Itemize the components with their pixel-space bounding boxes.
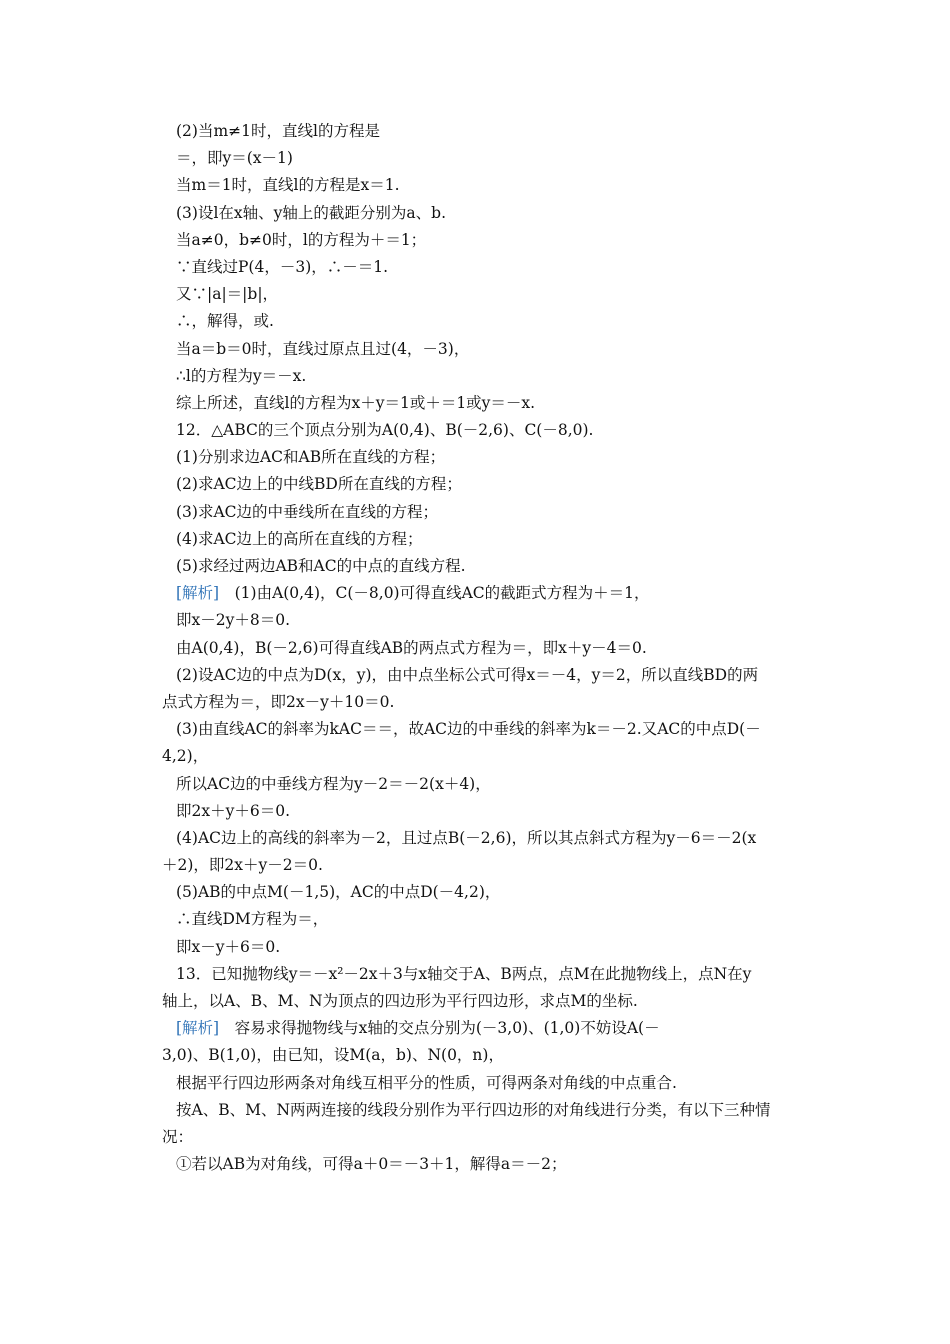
text-line <box>176 281 826 308</box>
line-text: 当a＝b＝0时，直线过原点且过(4，－3)， <box>176 339 470 358</box>
line-text: 即2x＋y＋6＝0. <box>176 801 291 820</box>
text-line <box>176 1015 826 1042</box>
line-text: 根据平行四边形两条对角线互相平分的性质，可得两条对角线的中点重合. <box>176 1073 677 1092</box>
text-line <box>176 771 826 798</box>
text-line <box>176 390 826 417</box>
text-line <box>176 635 826 662</box>
line-text: 3,0)、B(1,0)，由已知，设M(a，b)、N(0，n)， <box>162 1046 504 1065</box>
solution-tag: [解析] <box>176 1019 220 1038</box>
text-line <box>162 743 826 770</box>
text-line <box>162 988 826 1015</box>
line-text: 即x－2y＋8＝0. <box>176 611 291 630</box>
text-line <box>176 1151 826 1178</box>
line-text: 又∵|a|＝|b|， <box>176 285 279 304</box>
line-text: (3)求AC边的中垂线所在直线的方程； <box>176 502 439 521</box>
text-line <box>162 689 826 716</box>
text-line <box>162 1042 826 1069</box>
line-text: 况： <box>162 1127 194 1146</box>
line-text: ∵直线过P(4，－3)，∴－＝1. <box>176 257 389 276</box>
text-line <box>176 444 826 471</box>
text-line <box>176 172 826 199</box>
text-line <box>176 200 826 227</box>
text-line <box>176 825 826 852</box>
text-line <box>176 227 826 254</box>
line-text: (5)AB的中点M(－1,5)，AC的中点D(－4,2)， <box>176 883 501 902</box>
document-body <box>162 118 826 1178</box>
line-text: ＝，即y＝(x－1) <box>176 149 293 168</box>
text-line <box>176 145 826 172</box>
line-text: ∴，解得，或. <box>176 312 274 331</box>
line-text: 当m＝1时，直线l的方程是x＝1. <box>176 176 400 195</box>
line-text: (2)当m≠1时，直线l的方程是 <box>176 122 380 140</box>
line-text: ∴直线DM方程为＝， <box>176 910 329 929</box>
text-line <box>176 336 826 363</box>
line-text: (3)由直线AC的斜率为kAC＝＝，故AC边的中垂线的斜率为k＝－2.又AC的中点D(－ <box>176 720 761 739</box>
text-line <box>176 580 826 607</box>
text-line <box>162 1124 826 1151</box>
text-line <box>176 906 826 933</box>
text-line <box>176 499 826 526</box>
text-line <box>162 852 826 879</box>
line-text: 点式方程为＝，即2x－y＋10＝0. <box>162 692 395 711</box>
line-text: (4)求AC边上的高所在直线的方程； <box>176 529 423 548</box>
text-line <box>176 553 826 580</box>
line-text: 综上所述，直线l的方程为x＋y＝1或＋＝1或y＝－x. <box>176 393 536 412</box>
line-text: (4)AC边上的高线的斜率为－2，且过点B(－2,6)，所以其点斜式方程为y－6＝－2(x <box>176 828 757 847</box>
line-text: (2)求AC边上的中线BD所在直线的方程； <box>176 475 462 494</box>
text-line <box>176 471 826 498</box>
line-text: ＋2)，即2x＋y－2＝0. <box>162 856 323 875</box>
text-line <box>176 1097 826 1124</box>
line-text: 13．已知抛物线y＝－x²－2x＋3与x轴交于A、B两点，点M在此抛物线上，点N在y <box>176 964 752 983</box>
line-text: 按A、B、M、N两两连接的线段分别作为平行四边形的对角线进行分类，有以下三种情 <box>176 1100 771 1119</box>
line-text: 所以AC边的中垂线方程为y－2＝－2(x＋4)， <box>176 774 491 793</box>
text-line <box>176 1070 826 1097</box>
line-text: (2)设AC边的中点为D(x，y)，由中点坐标公式可得x＝－4，y＝2，所以直线BD的两 <box>176 665 759 684</box>
text-line <box>176 961 826 988</box>
line-text: 轴上，以A、B、M、N为顶点的四边形为平行四边形，求点M的坐标. <box>162 992 638 1010</box>
line-text: (1)分别求边AC和AB所在直线的方程； <box>176 448 446 467</box>
text-line <box>176 526 826 553</box>
text-line <box>176 798 826 825</box>
text-line <box>176 254 826 281</box>
line-text: ∴l的方程为y＝－x. <box>176 366 307 385</box>
text-line <box>176 716 826 743</box>
text-line <box>176 934 826 961</box>
text-line <box>176 417 826 444</box>
line-text: (3)设l在x轴、y轴上的截距分别为a、b. <box>176 203 447 222</box>
solution-tag: [解析] <box>176 584 220 603</box>
text-line <box>176 363 826 390</box>
line-text: (5)求经过两边AB和AC的中点的直线方程. <box>176 557 466 575</box>
text-line <box>176 662 826 689</box>
line-text: ①若以AB为对角线，可得a＋0＝－3＋1，解得a＝－2； <box>176 1155 567 1174</box>
line-text: 即x－y＋6＝0. <box>176 937 281 956</box>
text-line <box>176 607 826 634</box>
line-text: 由A(0,4)，B(－2,6)可得直线AB的两点式方程为＝，即x＋y－4＝0. <box>176 638 647 657</box>
text-line <box>176 308 826 335</box>
line-text: 12．△ABC的三个顶点分别为A(0,4)、B(－2,6)、C(－8,0). <box>176 421 594 440</box>
line-text: 容易求得抛物线与x轴的交点分别为(－3,0)、(1,0)不妨设A(－ <box>219 1019 660 1038</box>
line-text: 当a≠0，b≠0时，l的方程为＋＝1； <box>176 230 427 249</box>
text-line <box>176 879 826 906</box>
line-text: 4,2)， <box>162 747 209 766</box>
text-line <box>176 118 826 145</box>
line-text: (1)由A(0,4)，C(－8,0)可得直线AC的截距式方程为＋＝1， <box>219 584 650 603</box>
